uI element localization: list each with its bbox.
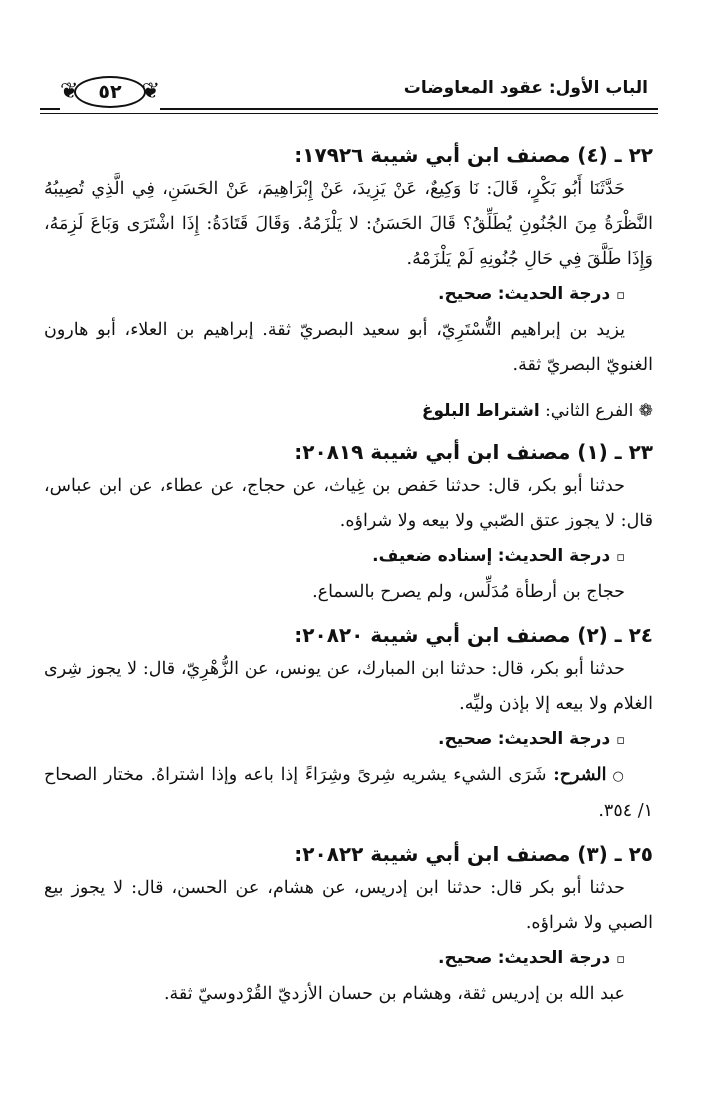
grade-value: صحيح. (437, 729, 493, 749)
sharh-text: شَرَى الشيء يشريه شِرىً وشِرَاءً إذا باعه وإذا اشتراهُ. مختار الصحاح ١/ ٣٥٤. (44, 765, 653, 821)
branch-label: الفرع الثاني: (545, 401, 634, 421)
page-number-ornament (60, 74, 160, 112)
narrator-note: حجاج بن أرطأة مُدَلِّس، ولم يصرح بالسماع. (312, 582, 625, 602)
chapter-title: الباب الأول: عقود المعاوضات (403, 78, 648, 98)
page-header (40, 68, 658, 124)
branch-heading (44, 393, 653, 429)
hadith-entry (44, 435, 653, 610)
ornament-right-icon: ❦ (141, 79, 160, 104)
hadith-text: حدثنا أبو بكر قال: حدثنا ابن إدريس، عن هشام، عن الحسن، قال: لا يجوز بيع الصبي ولا شراؤه. (44, 878, 653, 933)
grade-label: درجة الحديث: (497, 729, 611, 749)
hadith-text: حدثنا أبو بكر، قال: حدثنا ابن المبارك، عن يونس، عن الزُّهْرِيّ، قال: لا يجوز شِرى الغلام ولا بيعه إلا بإذن وليِّه. (44, 659, 653, 714)
grade-value: صحيح. (437, 284, 493, 304)
entry-title: ٢٤ ـ (٢) مصنف ابن أبي شيبة ٢٠٨٢٠: (294, 623, 653, 647)
grade-line (44, 539, 653, 575)
grade-line (44, 722, 653, 758)
square-bullet-icon: ▫ (616, 550, 625, 565)
hadith-text: حدثنا أبو بكر، قال: حدثنا حَفص بن غِياث، عن حجاج، عن عطاء، عن ابن عباس، قال: لا يجوز عتق الصّبي ولا بيعه ولا شراؤه. (44, 476, 653, 531)
hadith-text: حَدَّثَنَا أَبُو بَكْرٍ، قَالَ: نَا وَكِيعٌ، عَنْ يَزِيدَ، عَنْ إِبْرَاهِيمَ، عَنْ الحَسَنِ، فِي الَّذِي تُصِيبُهُ النَّظْرَةُ مِنَ الجُنُونِ يُطَلِّقُ؟ قَالَ الحَسَنُ: لا يَلْزَمُهُ. وَقَالَ قَتَادَةُ: إِذَا اشْتَرَى وَبَاعَ لَزِمَهُ، وَإِذَا طَلَّقَ فِي حَالِ جُنُونِهِ لَمْ يَلْزَمْهُ. (44, 179, 653, 269)
ornament-left-icon: ❦ (60, 79, 79, 104)
narrator-note: عبد الله بن إدريس ثقة، وهشام بن حسان الأزديّ القُرْدوسيّ ثقة. (163, 984, 625, 1004)
branch-title: اشتراط البلوغ (421, 401, 540, 421)
grade-line (44, 277, 653, 313)
grade-value: إسناده ضعيف. (372, 546, 493, 566)
grade-line (44, 941, 653, 977)
grade-label: درجة الحديث: (497, 948, 611, 968)
page-number: ٥٢ (74, 76, 146, 108)
grade-label: درجة الحديث: (497, 284, 611, 304)
entry-title: ٢٣ ـ (١) مصنف ابن أبي شيبة ٢٠٨١٩: (294, 440, 653, 464)
flower-icon: ❁ (638, 401, 653, 421)
grade-value: صحيح. (437, 948, 493, 968)
sharh-note (44, 758, 653, 829)
hadith-entry (44, 138, 653, 383)
entry-title: ٢٥ ـ (٣) مصنف ابن أبي شيبة ٢٠٨٢٢: (294, 842, 653, 866)
square-bullet-icon: ▫ (616, 952, 625, 967)
grade-label: درجة الحديث: (497, 546, 611, 566)
header-rule-thin (40, 113, 658, 114)
hadith-entry (44, 618, 653, 829)
page-content (44, 138, 653, 1012)
hadith-entry (44, 837, 653, 1012)
square-bullet-icon: ▫ (616, 288, 625, 303)
sharh-label: الشرح: (553, 765, 607, 785)
entry-title: ٢٢ ـ (٤) مصنف ابن أبي شيبة ١٧٩٢٦: (294, 143, 653, 167)
circle-bullet-icon: ○ (612, 769, 625, 784)
narrator-note: يزيد بن إبراهيم التُّسْتَرِيّ، أبو سعيد البصريّ ثقة. إبراهيم بن العلاء، أبو هارون الغنويّ البصريّ ثقة. (44, 320, 653, 375)
square-bullet-icon: ▫ (616, 733, 625, 748)
